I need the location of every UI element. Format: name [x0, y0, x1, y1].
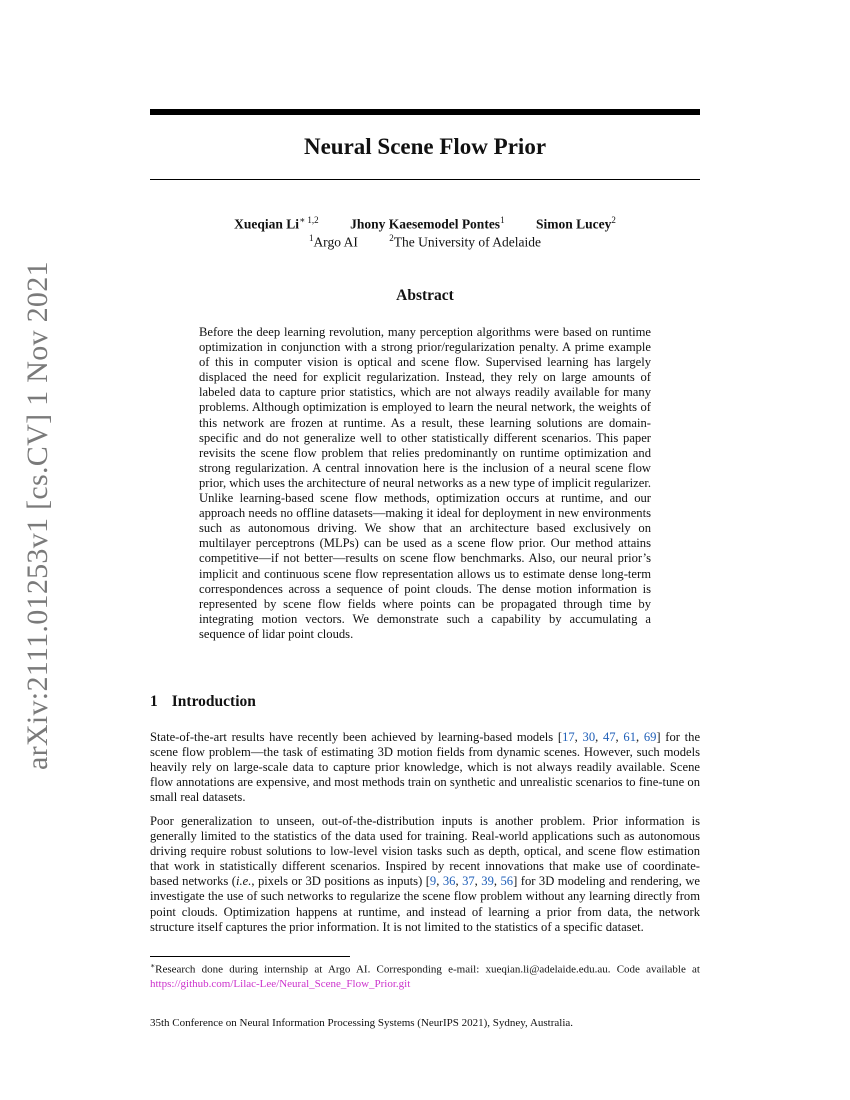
title-bottom-rule — [150, 179, 700, 180]
abstract-heading: Abstract — [396, 287, 454, 304]
affiliation: $^2$The University of Adelaide — [389, 233, 542, 250]
arxiv-identifier: arXiv:2111.01253v1 [cs.CV] 1 Nov 2021 — [21, 261, 54, 770]
citation-link[interactable]: 69 — [643, 730, 657, 744]
abstract-text: Before the deep learning revolution, many perception algorithms were based on runtime optimization in conjunction with a strong prior/regularization penalty. A prime example of this in computer vision is optical and scene flow. Supervised learning has largely displaced the need for explicit regularization. Instead, they rely on large amounts of labeled data to capture prior statistics, which are not always readily available for many problems. Although optimization is employed to learn the neural network, the weights of this network are frozen at runtime. As a result, these learning solutions are domain-specific and do not generalize well to other statistically different scenarios. This paper revisits the scene flow problem that relies predominantly on runtime optimization and strong regularization. A central innovation here is the inclusion of a neural scene flow prior, which uses the architecture of neural networks as a new type of implicit regularizer. Unlike learning-based scene flow methods, optimization occurs at runtime, and our approach needs no offline datasets—making it ideal for deployment in new environments such as autonomous driving. We show that an architecture based exclusively on multilayer perceptrons (MLPs) can be used as a scene flow prior. Our method attains competitive—if not better—results on scene flow benchmarks. Also, our neural prior’s implicit and continuous scene flow representation allows us to estimate dense long-term correspondences across a sequence of point clouds. The dense motion information is represented by scene flow fields where points can be propagated through time by integrating motion vectors. We demonstrate such a capability by accumulating a sequence of lidar point clouds. — [199, 325, 652, 641]
paper-title: Neural Scene Flow Prior — [303, 134, 547, 159]
author-list — [150, 215, 700, 233]
author: Simon Lucey$^2$ — [535, 215, 616, 232]
citation-link[interactable]: 30 — [582, 730, 596, 744]
affiliation: $^1$Argo AI — [308, 233, 358, 250]
citation-link[interactable]: 47 — [602, 730, 616, 744]
citation-link[interactable]: 36 — [442, 874, 456, 889]
footnote: ∗Research done during internship at Argo AI. Corresponding e-mail: xueqian.li@adelaide.edu.au. Code available at https://github.com/Lilac-Lee/Neural_Scene_Flow_Prior.git — [150, 961, 700, 990]
section-title: Introduction — [171, 693, 256, 710]
intro-paragraph-2: Poor generalization to unseen, out-of-the-distribution inputs is another problem. Prior information is generally limited to the statistics of the data used for training. Real-world applications such as autonomous driving require robust solutions to low-level vision tasks such as depth, optical, and scene flow estimation that work in statistically different scenarios. Inspired by recent innovations that make use of coordinate-based networks (i.e., pixels or 3D positions as inputs) [9, 36, 37, 39, 56] for 3D modeling and rendering, we investigate the use of such networks to regularize the scene flow problem without any learning directly from point clouds. Optimization happens at runtime, and instead of learning a prior from data, the network structure itself captures the prior information. It is not limited to the statistics of a specific dataset. — [150, 814, 700, 934]
section-heading — [150, 693, 256, 711]
affiliation-list — [150, 233, 700, 251]
citation-link[interactable]: 9 — [429, 874, 437, 889]
author: Jhony Kaesemodel Pontes$^1$ — [350, 215, 505, 232]
intro-paragraph-1: State-of-the-art results have recently been achieved by learning-based models [17, 30, 47, 61, 69] for the scene flow problem—the task of estimating 3D motion fields from dynamic scenes. However, such models heavily rely on large-scale data to capture prior knowledge, which is not always readily available. Scene flow annotations are expensive, and most methods train on synthetic and unrealistic scenarios to fine-tune on small real datasets. — [150, 730, 701, 805]
citation-link[interactable]: 39 — [481, 874, 494, 889]
citation-link[interactable]: 56 — [500, 874, 514, 889]
author: Xueqian $Li^{∗ 1,2}$ — [234, 215, 319, 232]
citation-link[interactable]: 61 — [623, 730, 636, 744]
citation-link[interactable]: 17 — [562, 730, 575, 744]
citation-link[interactable]: 37 — [462, 874, 475, 889]
conference-note: 35th Conference on Neural Information Processing Systems (NeurIPS 2021), Sydney, Australia. — [150, 1017, 574, 1029]
title-top-rule — [150, 109, 700, 115]
section-number: 1 — [150, 693, 158, 710]
code-link[interactable]: https://github.com/Lilac-Lee/Neural_Scene_Flow_Prior.git — [150, 977, 411, 990]
footnote-rule — [150, 956, 350, 957]
